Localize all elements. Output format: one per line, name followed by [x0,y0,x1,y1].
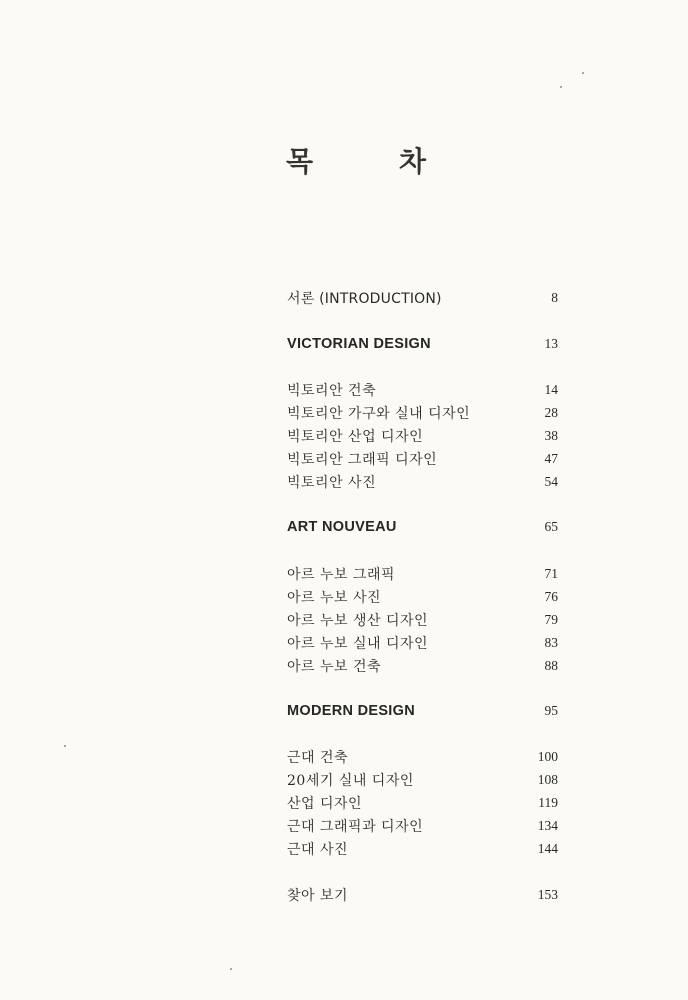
toc-section-heading: ART NOUVEAU [287,519,397,535]
toc-row-index [287,885,558,905]
toc-entry-label: 아르 누보 그래픽 [287,567,396,583]
toc-entry-label: 근대 그래픽과 디자인 [287,819,424,835]
toc-page-number: 79 [544,612,558,627]
toc-row [287,839,558,859]
toc-entry-label: 근대 사진 [287,842,349,858]
toc-page-number: 54 [544,474,558,489]
toc-entry-label: 근대 건축 [287,750,349,766]
toc-entry-label: 찾아 보기 [287,888,349,904]
toc-row [287,403,558,423]
toc-page-number: 88 [544,658,558,673]
toc-row [287,633,558,653]
toc-row [287,564,558,584]
toc-entry-label: 빅토리안 가구와 실내 디자인 [287,406,471,422]
toc-page-number: 76 [544,589,558,604]
toc-entry-label: 아르 누보 실내 디자인 [287,636,429,652]
toc-entry-label: 빅토리안 사진 [287,475,377,491]
toc-page-number: 65 [544,519,558,534]
toc-row-introduction [287,288,558,308]
paper-speck [560,86,562,88]
toc-section-heading: VICTORIAN DESIGN [287,336,431,352]
toc-row-art-nouveau [287,517,558,537]
toc-page-number: 144 [537,841,558,856]
toc-page-number: 83 [544,635,558,650]
toc-row [287,816,558,836]
paper-speck [230,968,232,970]
toc-row-modern-design [287,701,558,721]
toc-row [287,472,558,492]
toc-page-number: 13 [544,336,558,351]
toc-row [287,747,558,767]
toc-row [287,656,558,676]
page-title [286,140,426,180]
toc-row [287,449,558,469]
page-title-second-char: 차 [398,145,426,178]
toc-entry-label: 빅토리안 산업 디자인 [287,429,424,445]
toc-page-number: 71 [544,566,558,581]
toc-entry-label: 20세기 실내 디자인 [287,773,414,789]
toc-entry-label: 빅토리안 그래픽 디자인 [287,452,438,468]
toc-entry-label: 서론 (INTRODUCTION) [287,291,442,307]
toc-entry-label: 아르 누보 사진 [287,590,382,606]
page-title-first-char: 목 [286,145,314,178]
toc-page-number: 100 [537,749,558,764]
toc-page-number: 95 [544,703,558,718]
paper-speck [582,72,584,74]
toc-row-victorian-design [287,334,558,354]
toc-entry-label: 산업 디자인 [287,796,363,812]
toc-page-number: 47 [544,451,558,466]
toc-page-number: 38 [544,428,558,443]
toc-page-number: 119 [538,795,558,810]
toc-page-number: 108 [537,772,558,787]
toc-row [287,770,558,790]
toc-row [287,793,558,813]
toc-entry-label: 빅토리안 건축 [287,383,377,399]
toc-section-heading: MODERN DESIGN [287,703,415,719]
toc-page-number: 153 [537,887,558,902]
toc-page-number: 8 [551,290,558,305]
paper-speck [64,745,66,747]
toc-row [287,610,558,630]
toc-row [287,426,558,446]
toc-page-number: 134 [537,818,558,833]
toc-entry-label: 아르 누보 생산 디자인 [287,613,429,629]
toc-row [287,587,558,607]
toc-page-number: 28 [544,405,558,420]
toc-entry-label: 아르 누보 건축 [287,659,382,675]
toc-row [287,380,558,400]
toc-page-number: 14 [544,382,558,397]
